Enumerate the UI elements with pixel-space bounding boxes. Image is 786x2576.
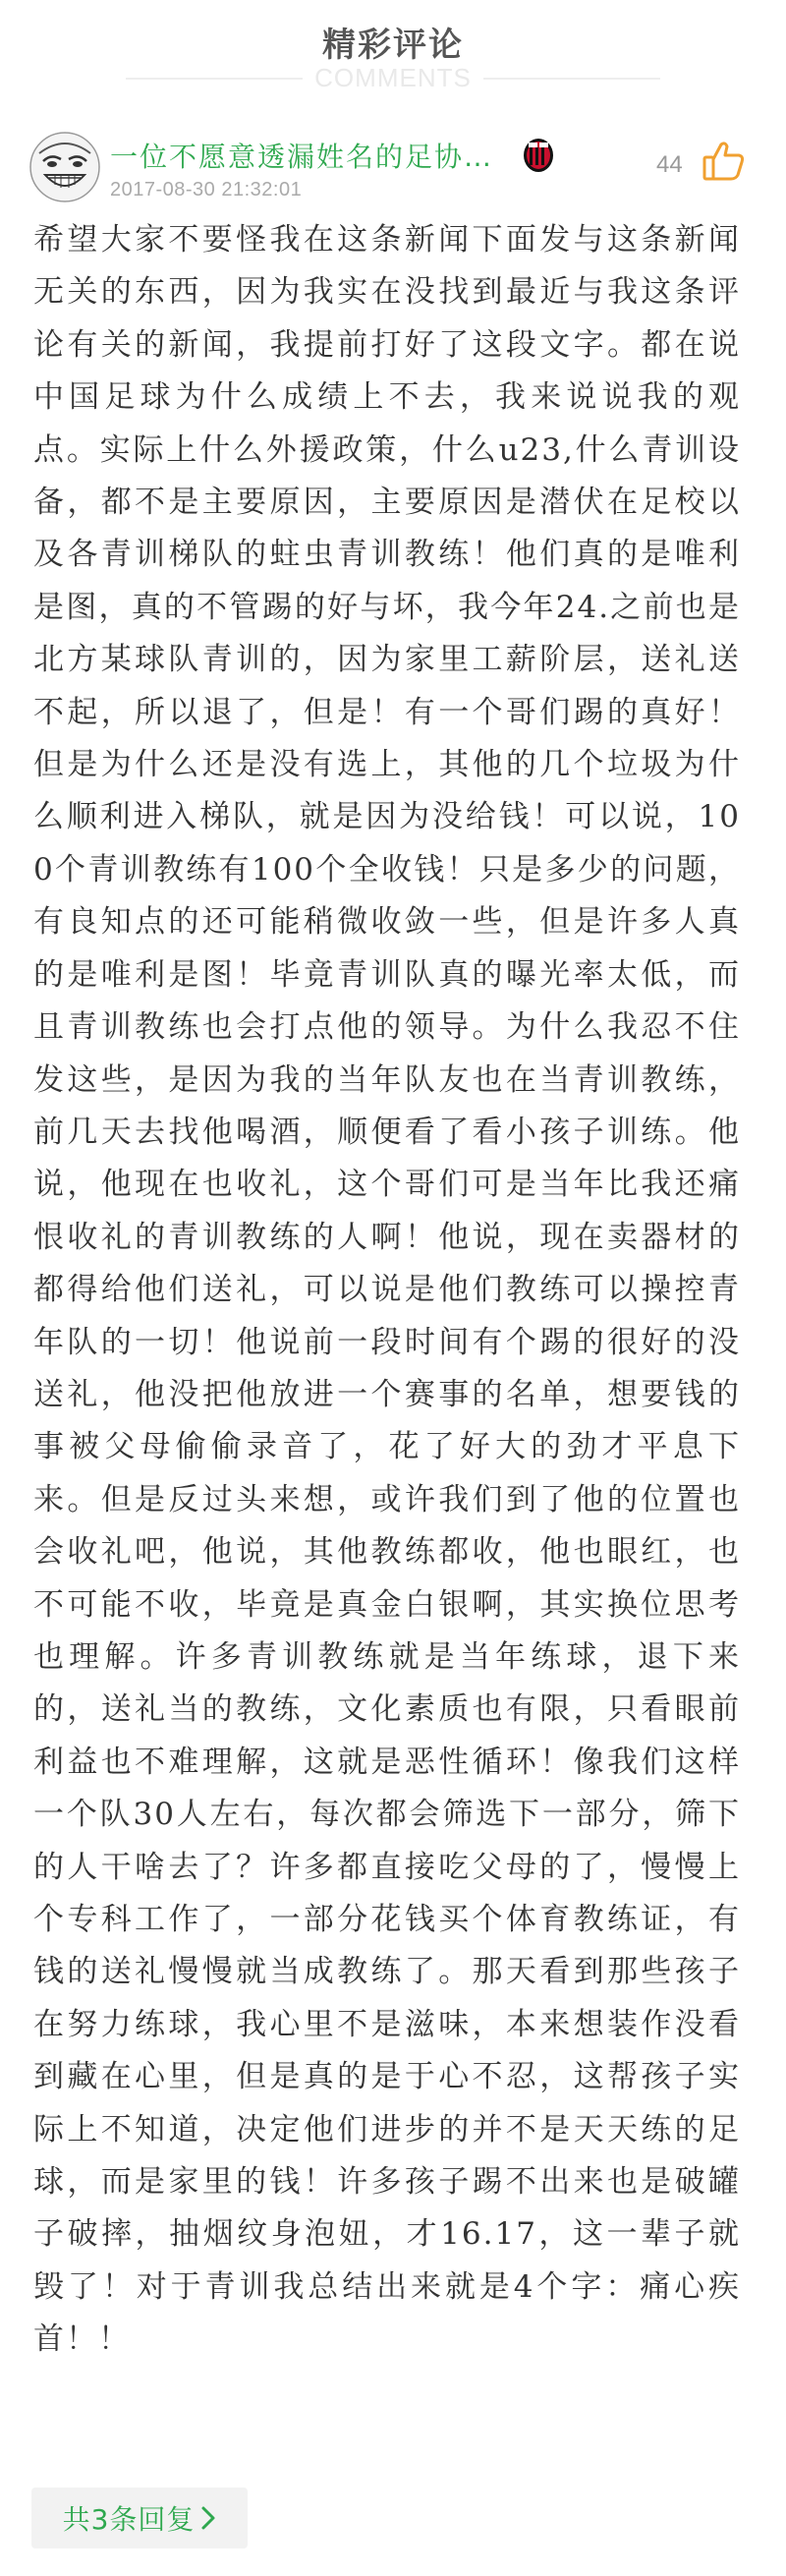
chevron-right-icon <box>200 2505 216 2531</box>
view-replies-button[interactable] <box>31 2488 248 2548</box>
section-header <box>0 0 786 106</box>
thumbs-up-icon[interactable] <box>700 138 747 185</box>
avatar[interactable] <box>29 132 100 202</box>
replies-label: 共3条回复 <box>62 2503 196 2536</box>
username[interactable]: 一位不愿意透漏姓名的足协… <box>110 141 494 173</box>
section-subtitle-row <box>0 63 786 93</box>
comment-body: 希望大家不要怪我在这条新闻下面发与这条新闻无关的东西，因为我实在没找到最近与我这条评论有关的新闻，我提前打好了这段文字。都在说中国足球为什么成绩上不去，我来说说我的观点。实际上什么外援政策，什么u23,什么青训设备，都不是主要原因，主要原因是潜伏在足校以及各青训梯队的蛀虫青训教练！他们真的是唯利是图，真的不管踢的好与坏，我今年24.之前也是北方某球队青训的，因为家里工薪阶层，送礼送不起，所以退了，但是！有一个哥们踢的真好！但是为什么还是没有选上，其他的几个垃圾为什么顺利进入梯队，就是因为没给钱！可以说，100个青训教练有100个全收钱！只是多少的问题，有良知点的还可能稍微收敛一些，但是许多人真的是唯利是图！毕竟青训队真的曝光率太低，而且青训教练也会打点他的领导。为什么我忍不住发这些，是因为我的当年队友也在当青训教练，前几天去找他喝酒，顺便看了看小孩子训练。他说，他现在也收礼，这个哥们可是当年比我还痛恨收礼的青训教练的人啊！他说，现在卖器材的都得给他们送礼，可以说是他们教练可以操控青年队的一切！他说前一段时间有个踢的很好的没送礼，他没把他放进一个赛事的名单，想要钱的事被父母偷偷录音了，花了好大的劲才平息下来。但是反过头来想，或许我们到了他的位置也会收礼吧，他说，其他教练都收，他也眼红，也不可能不收，毕竟是真金白银啊，其实换位思考也理解。许多青训教练就是当年练球，退下来的，送礼当的教练，文化素质也有限，只看眼前利益也不难理解，这就是恶性循环！像我们这样一个队30人左右，每次都会筛选下一部分，筛下的人干啥去了？许多都直接吃父母的了，慢慢上个专科工作了，一部分花钱买个体育教练证，有钱的送礼慢慢就当成教练了。那天看到那些孩子在努力练球，我心里不是滋味，本来想装作没看到藏在心里，但是真的是于心不忍，这帮孩子实际上不知道，决定他们进步的并不是天天练的足球，而是家里的钱！许多孩子踢不出来也是破罐子破摔，抽烟纹身泡妞，才16.17，这一辈子就毁了！对于青训我总结出来就是4个字：痛心疾首！！ <box>33 222 741 2358</box>
rage-face-avatar-icon <box>29 132 100 202</box>
divider-right <box>483 78 660 80</box>
section-title: 精彩评论 <box>322 26 464 65</box>
divider-left <box>126 78 303 80</box>
like-count: 44 <box>656 151 683 178</box>
section-subtitle: COMMENTS <box>314 63 472 92</box>
ac-milan-badge-icon <box>521 138 556 173</box>
comment-header <box>0 126 786 210</box>
comment-timestamp: 2017-08-30 21:32:01 <box>110 179 303 200</box>
